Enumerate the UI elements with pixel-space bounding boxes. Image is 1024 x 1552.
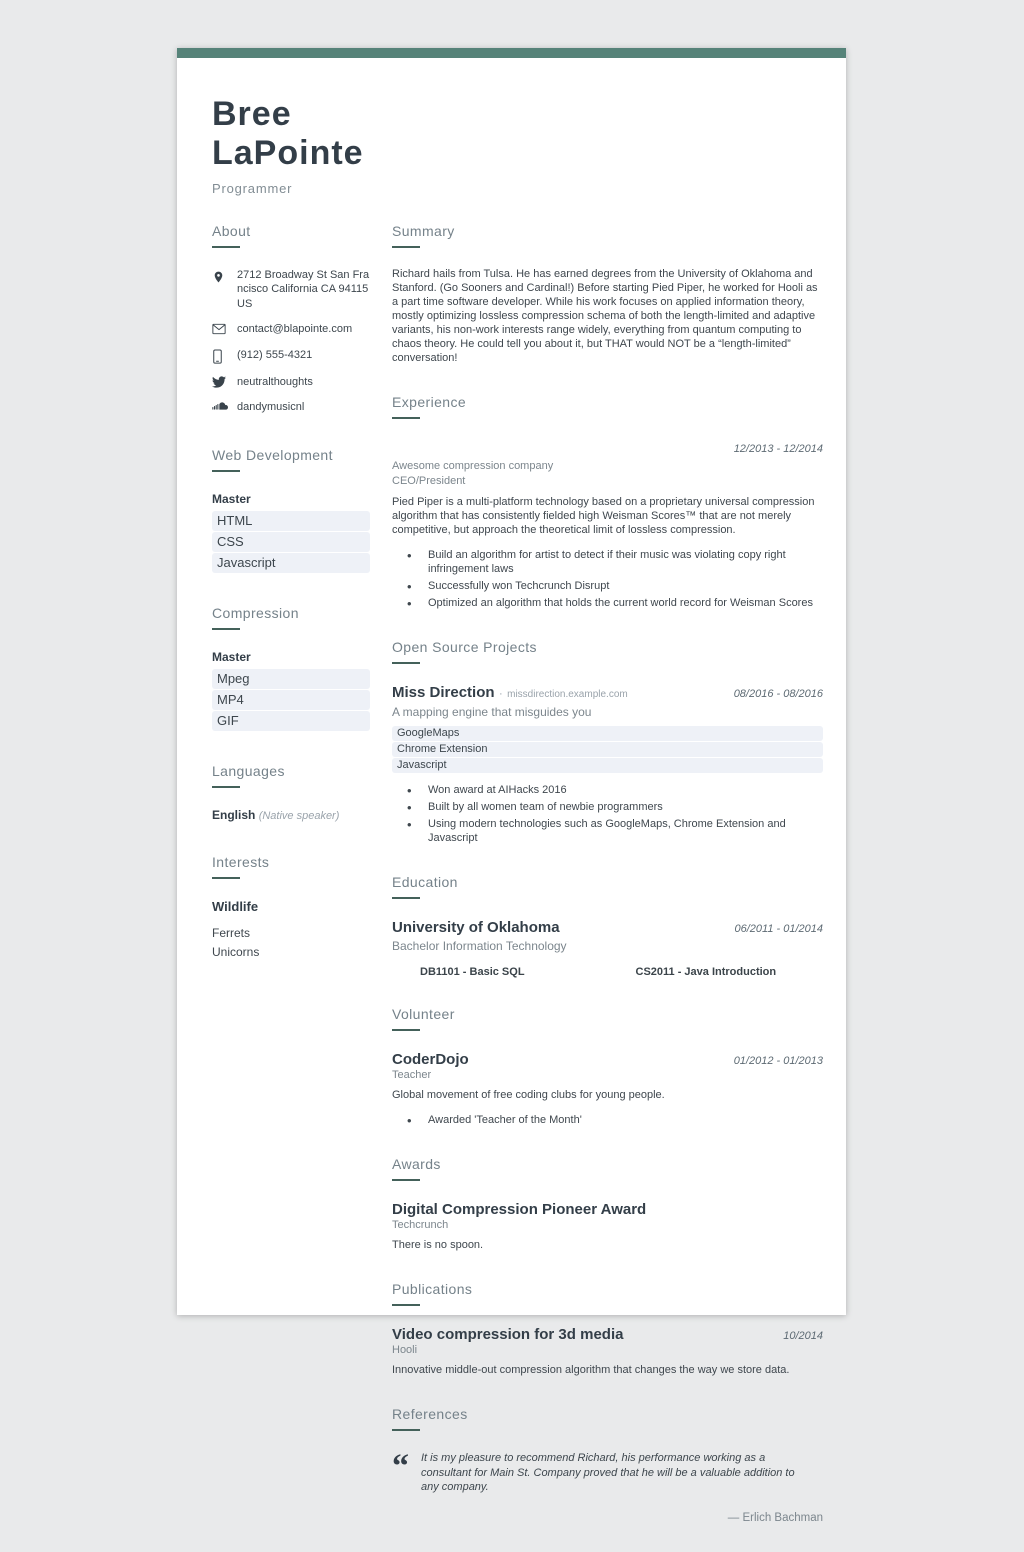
section-underline (392, 1179, 420, 1181)
interest-item: Unicorns (212, 944, 260, 959)
summary-text: Richard hails from Tulsa. He has earned degrees from the University of Oklahoma and Stanford. (Go Sooners and Cardinal!) Before starting Pied Piper, he worked for Hooli as a part time software developer. While his work focuses on applied information theory, mostly optimizing lossless compression schema of both the length-limited and adaptive variants, his non-work interests range widely, everything from quantum computing to chaos theory. He could tell you about it, but THAT would NOT be a “length-limited” conversation! (392, 267, 818, 364)
compression-heading: Compression (212, 604, 299, 621)
webdev-heading: Web Development (212, 446, 333, 463)
section-underline (212, 470, 240, 472)
resume-page (177, 48, 846, 1525)
skill-level-label: Master (212, 649, 251, 664)
award-description: There is no spoon. (392, 1239, 484, 1251)
publications-heading: Publications (392, 1280, 473, 1297)
separator-dot: · (498, 688, 503, 701)
language-name: English (212, 807, 256, 822)
publication-title: Video compression for 3d media (392, 1325, 624, 1343)
skill-level-label: Master (212, 491, 251, 506)
main-column (392, 223, 823, 1552)
project-subtitle: A mapping engine that misguides you (392, 705, 592, 720)
mobile-phone-icon (212, 349, 228, 364)
project-date: 08/2016 - 08/2016 (733, 688, 823, 701)
about-section (212, 223, 370, 415)
skill-bar-css: CSS (212, 532, 370, 552)
education-degree: Bachelor Information Technology (392, 939, 567, 954)
publication-publisher: Hooli (392, 1343, 418, 1356)
projects-section (392, 639, 823, 846)
publication-description: Innovative middle-out compression algorithm that changes the way we store data. (392, 1363, 790, 1376)
volunteer-role: Teacher (392, 1069, 432, 1082)
email-item (212, 322, 370, 337)
reference-author: — Erlich Bachman (727, 1512, 823, 1525)
summary-heading: Summary (392, 222, 455, 239)
experience-heading: Experience (392, 393, 467, 410)
course-item: DB1101 - Basic SQL (420, 966, 525, 979)
section-underline (392, 897, 420, 899)
section-underline (212, 246, 240, 248)
experience-company: Awesome compression company (392, 459, 554, 472)
awards-heading: Awards (392, 1156, 441, 1173)
interest-category: Wildlife (212, 898, 259, 914)
soundcloud-handle-text: dandymusicnl (237, 401, 305, 414)
project-tag: Chrome Extension (392, 742, 823, 757)
soundcloud-icon (212, 401, 228, 411)
location-pin-icon (212, 269, 228, 285)
experience-role: CEO/President (392, 474, 466, 487)
skill-bar-mpeg: Mpeg (212, 669, 370, 689)
education-section (392, 874, 823, 978)
skill-bar-mp4: MP4 (212, 690, 370, 710)
skill-bar-html: HTML (212, 511, 370, 531)
references-section (392, 1406, 823, 1525)
summary-section (392, 223, 823, 366)
address-item (212, 268, 370, 312)
volunteer-heading: Volunteer (392, 1006, 455, 1023)
language-item (212, 808, 370, 822)
section-underline (392, 417, 420, 419)
skill-bar-javascript: Javascript (212, 553, 370, 573)
interests-section (212, 854, 370, 959)
experience-bullet: • Successfully won Techcrunch Disrupt (428, 580, 823, 594)
person-name: Bree LaPointe (212, 95, 364, 173)
volunteer-description: Global movement of free coding clubs for young people. (392, 1089, 665, 1102)
experience-bullet: • Build an algorithm for artist to detect if their music was violating copy right infringement laws (428, 549, 823, 577)
section-underline (212, 877, 240, 879)
award-issuer: Techcrunch (392, 1219, 449, 1232)
twitter-item (212, 375, 370, 390)
experience-bullet: • Optimized an algorithm that holds the current world record for Weisman Scores (428, 597, 823, 611)
experience-description: Pied Piper is a multi-platform technology based on a proprietary universal compression algorithm that has consistently fielded high Weisman Scores™ that are not merely competitive, but approach the theoretical limit of lossless compression. (392, 496, 815, 537)
section-underline (392, 246, 420, 248)
section-underline (392, 1304, 420, 1306)
project-tag-list (392, 726, 823, 773)
twitter-handle-text: neutralthoughts (237, 375, 313, 388)
experience-date: 12/2013 - 12/2014 (733, 442, 823, 455)
awards-section (392, 1156, 823, 1253)
project-tag: GoogleMaps (392, 726, 823, 741)
education-date: 06/2011 - 01/2014 (734, 923, 823, 936)
address-text: 2712 Broadway St San Francisco California CA 94115 US (237, 268, 370, 310)
compression-skills-section (212, 605, 370, 731)
project-bullet: • Won award at AIHacks 2016 (428, 784, 823, 798)
section-underline (392, 1429, 420, 1431)
publication-date: 10/2014 (783, 1329, 823, 1342)
section-underline (212, 786, 240, 788)
about-heading: About (212, 222, 251, 239)
course-list (392, 966, 823, 978)
language-note: (Native speaker) (258, 809, 340, 822)
person-job-title: Programmer (212, 180, 293, 196)
webdev-skills-section (212, 447, 370, 573)
sidebar (212, 223, 370, 1552)
section-underline (392, 662, 420, 664)
accent-top-bar (177, 48, 846, 58)
soundcloud-item (212, 400, 370, 415)
project-bullet: • Built by all women team of newbie programmers (428, 801, 823, 815)
volunteer-bullet-list (392, 1114, 823, 1128)
award-title: Digital Compression Pioneer Award (392, 1201, 647, 1219)
reference-quote: It is my pleasure to recommend Richard, his performance working as a consultant for Main St. Company proved that he will be a valuable addition to any company. (421, 1451, 795, 1494)
languages-heading: Languages (212, 762, 285, 779)
volunteer-date: 01/2012 - 01/2013 (733, 1055, 823, 1068)
email-text: contact@blapointe.com (237, 323, 353, 336)
skill-bar-gif: GIF (212, 711, 370, 731)
volunteer-organization: CoderDojo (392, 1051, 469, 1069)
twitter-icon (212, 376, 228, 388)
project-title: Miss Direction (392, 684, 495, 702)
education-school: University of Oklahoma (392, 919, 560, 937)
interests-heading: Interests (212, 853, 270, 870)
phone-item (212, 348, 370, 364)
experience-bullet-list (392, 549, 823, 611)
project-tag: Javascript (392, 758, 823, 773)
volunteer-bullet: • Awarded 'Teacher of the Month' (428, 1114, 823, 1128)
course-item: CS2011 - Java Introduction (635, 966, 777, 979)
envelope-icon (212, 323, 228, 335)
quote-icon: “ (392, 1447, 409, 1485)
project-bullet: • Using modern technologies such as GoogleMaps, Chrome Extension and Javascript (428, 818, 823, 846)
projects-heading: Open Source Projects (392, 639, 537, 656)
project-bullet-list (392, 784, 823, 846)
languages-section (212, 763, 370, 822)
experience-section (392, 394, 823, 611)
project-url: missdirection.example.com (507, 689, 628, 701)
interest-item: Ferrets (212, 925, 251, 940)
section-underline (392, 1029, 420, 1031)
education-heading: Education (392, 874, 458, 891)
volunteer-section (392, 1006, 823, 1128)
phone-text: (912) 555-4321 (237, 348, 313, 361)
section-underline (212, 628, 240, 630)
references-heading: References (392, 1405, 468, 1422)
publications-section (392, 1281, 823, 1378)
